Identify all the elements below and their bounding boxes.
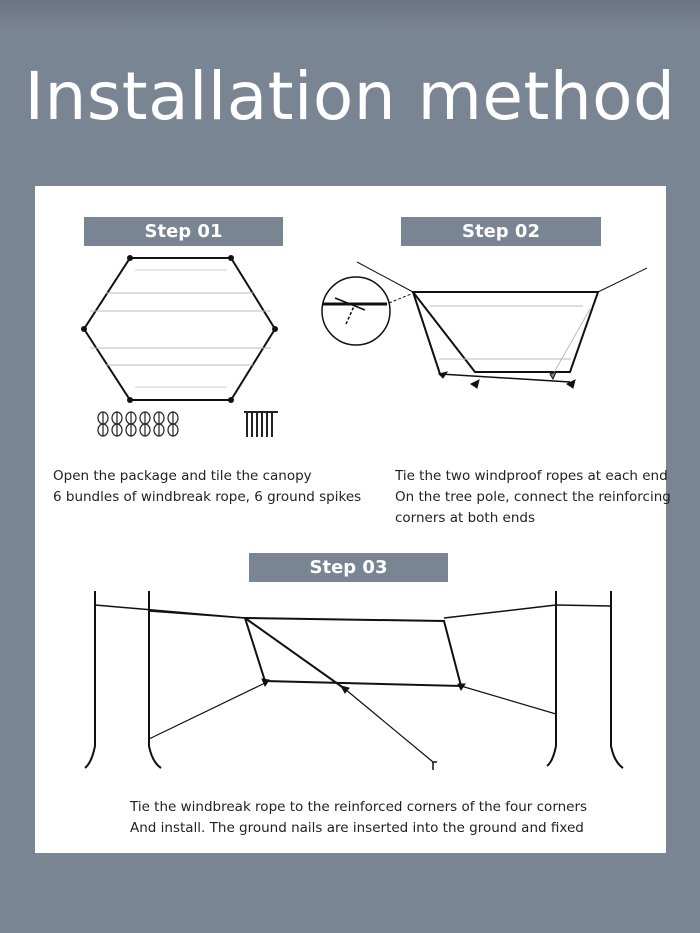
step-03-label: Step 03 (249, 553, 448, 582)
step-01-line-2: 6 bundles of windbreak rope, 6 ground spikes (53, 489, 362, 505)
step-03-line-2: And install. The ground nails are inserted into the ground and fixed (130, 820, 584, 836)
step-02-description (395, 466, 671, 529)
top-shadow (0, 0, 700, 30)
step-02-label: Step 02 (401, 217, 601, 246)
step-03-line-1: Tie the windbreak rope to the reinforced corners of the four corners (130, 799, 588, 815)
step-01-label: Step 01 (84, 217, 283, 246)
instructions-panel (35, 186, 671, 853)
page-title: Installation method (24, 58, 676, 135)
step-03-description (130, 797, 587, 839)
canopy-installed-icon (95, 605, 611, 770)
step-01-description (53, 466, 361, 508)
step-02-line-2: On the tree pole, connect the reinforcing (395, 489, 671, 505)
step-01-line-1: Open the package and tile the canopy (53, 468, 312, 484)
step-02-line-3: corners at both ends (395, 510, 536, 526)
tree-poles-icon (85, 591, 623, 768)
step-02-line-1: Tie the two windproof ropes at each end (395, 468, 668, 484)
